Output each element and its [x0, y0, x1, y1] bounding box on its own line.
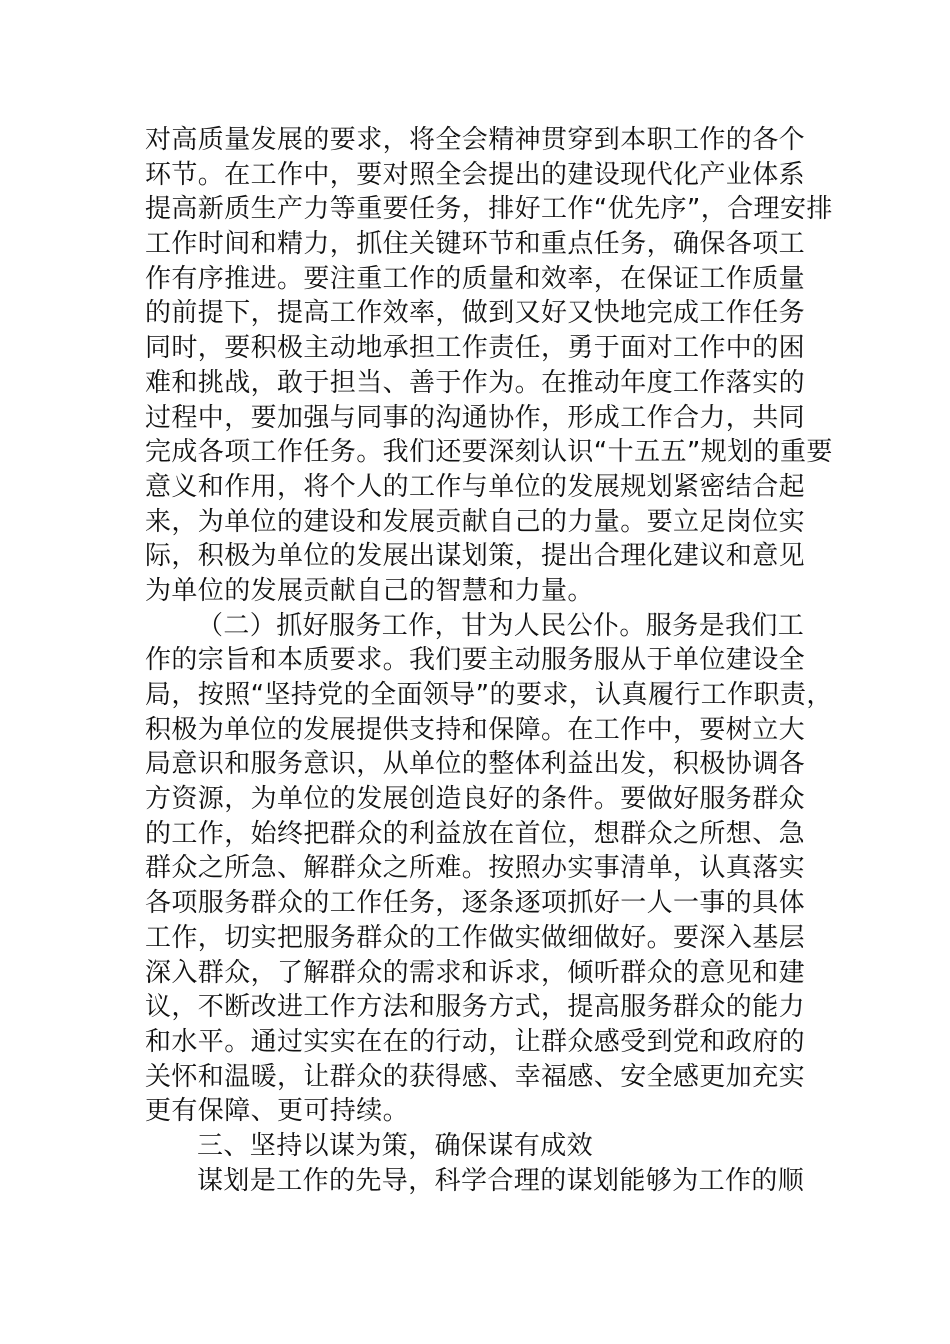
paragraph-start-line: 谋划是工作的先导，科学合理的谋划能够为工作的顺	[197, 1165, 805, 1196]
text-line: 意义和作用，将个人的工作与单位的发展规划紧密结合起	[145, 471, 806, 502]
text-line: 群众之所急、解群众之所难。按照办实事清单，认真落实	[145, 853, 806, 884]
text-line: 积极为单位的发展提供支持和保障。在工作中，要树立大	[145, 714, 806, 745]
text-line: 局意识和服务意识，从单位的整体利益出发，积极协调各	[145, 749, 806, 780]
text-line: 难和挑战，敢于担当、善于作为。在推动年度工作落实的	[145, 367, 806, 398]
text-line: 来，为单位的建设和发展贡献自己的力量。要立足岗位实	[145, 506, 806, 537]
text-line: 和水平。通过实实在在的行动，让群众感受到党和政府的	[145, 1026, 806, 1057]
text-line: 工作，切实把服务群众的工作做实做细做好。要深入基层	[145, 922, 806, 953]
text-line: 完成各项工作任务。我们还要深刻认识“十五五”规划的重要	[145, 437, 833, 468]
text-line: 对高质量发展的要求，将全会精神贯穿到本职工作的各个	[145, 125, 806, 155]
text-line: 提高新质生产力等重要任务，排好工作“优先序”，合理安排	[145, 194, 833, 225]
text-line: 作的宗旨和本质要求。我们要主动服务服从于单位建设全	[145, 645, 806, 676]
text-line: 的工作，始终把群众的利益放在首位，想群众之所想、急	[145, 818, 806, 849]
text-line: 深入群众，了解群众的需求和诉求，倾听群众的意见和建	[145, 957, 806, 988]
text-line: 环节。在工作中，要对照全会提出的建设现代化产业体系	[145, 159, 806, 190]
text-line: 议，不断改进工作方法和服务方式，提高服务群众的能力	[145, 992, 806, 1023]
text-line: 过程中，要加强与同事的沟通协作，形成工作合力，共同	[145, 402, 806, 433]
text-line: 更有保障、更可持续。	[145, 1096, 410, 1127]
text-line: 为单位的发展贡献自己的智慧和力量。	[145, 575, 594, 606]
text-line: 的前提下，提高工作效率，做到又好又快地完成工作任务	[145, 298, 806, 329]
text-line: 际，积极为单位的发展出谋划策，提出合理化建议和意见	[145, 541, 806, 572]
text-line: 关怀和温暖，让群众的获得感、幸福感、安全感更加充实	[145, 1061, 806, 1092]
text-line: 各项服务群众的工作任务，逐条逐项抓好一人一事的具体	[145, 888, 806, 919]
paragraph-start-line: （二）抓好服务工作，甘为人民公仆。服务是我们工	[197, 610, 805, 641]
text-line: 工作时间和精力，抓住关键环节和重点任务，确保各项工	[145, 229, 806, 260]
text-line: 同时，要积极主动地承担工作责任，勇于面对工作中的困	[145, 333, 806, 364]
text-line: 作有序推进。要注重工作的质量和效率，在保证工作质量	[145, 263, 806, 294]
text-line: 局，按照“坚持党的全面领导”的要求，认真履行工作职责，	[145, 680, 833, 710]
document-body	[145, 123, 833, 1198]
text-line: 方资源，为单位的发展创造良好的条件。要做好服务群众	[145, 784, 806, 815]
section-heading: 三、坚持以谋为策，确保谋有成效	[197, 1130, 594, 1161]
